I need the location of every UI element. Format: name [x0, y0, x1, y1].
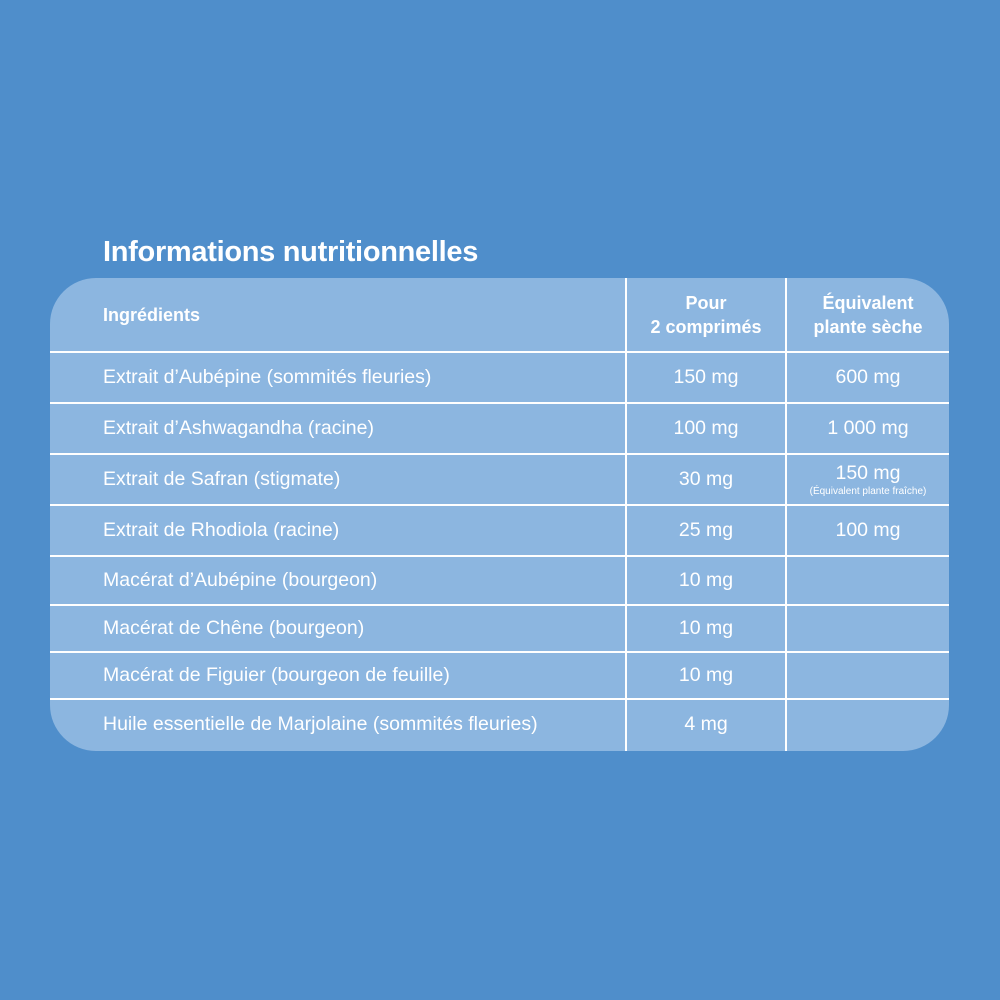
ingredient-name: Extrait de Safran (stigmate)	[103, 468, 341, 490]
per-dose-value: 100 mg	[673, 417, 739, 439]
table-row	[50, 653, 949, 698]
table-row	[50, 404, 949, 453]
equivalent-value	[787, 653, 949, 698]
ingredient-name: Macérat de Chêne (bourgeon)	[103, 617, 365, 639]
header-ingredients: Ingrédients	[103, 304, 201, 325]
table-row	[50, 557, 949, 604]
equivalent-amount: 1 000 mg	[827, 417, 909, 439]
ingredient-name: Macérat de Figuier (bourgeon de feuille)	[103, 664, 450, 686]
equivalent-amount: 600 mg	[835, 366, 901, 388]
header-equivalent-label: Équivalent plante sèche	[813, 292, 923, 337]
per-dose-value: 4 mg	[684, 712, 728, 735]
header-per-dose-label: Pour 2 comprimés	[650, 292, 762, 337]
equivalent-value	[787, 353, 949, 402]
nutrition-table	[50, 278, 949, 751]
ingredient-name: Extrait d’Aubépine (sommités fleuries)	[103, 366, 432, 388]
table-row	[50, 506, 949, 555]
per-dose-value: 25 mg	[678, 519, 734, 541]
ingredient-name: Extrait d’Ashwagandha (racine)	[103, 417, 374, 439]
table-row	[50, 700, 949, 748]
equivalent-note: (Équivalent plante fraîche)	[809, 485, 927, 497]
page-title: Informations nutritionnelles	[103, 236, 479, 268]
per-dose-value: 30 mg	[678, 468, 734, 490]
table-row	[50, 353, 949, 402]
header-equivalent	[787, 278, 949, 351]
equivalent-value	[787, 455, 949, 504]
equivalent-value	[787, 506, 949, 555]
table-row	[50, 455, 949, 504]
per-dose-value: 10 mg	[678, 569, 734, 591]
per-dose-value: 150 mg	[673, 366, 739, 388]
equivalent-amount: 150 mg	[835, 461, 901, 484]
equivalent-value	[787, 557, 949, 604]
ingredient-name: Huile essentielle de Marjolaine (sommités fleuries)	[103, 712, 538, 735]
per-dose-value: 10 mg	[678, 617, 734, 639]
equivalent-value	[787, 404, 949, 453]
ingredient-name: Extrait de Rhodiola (racine)	[103, 519, 340, 541]
header-per-dose	[627, 278, 785, 351]
equivalent-value	[787, 606, 949, 651]
ingredient-name: Macérat d’Aubépine (bourgeon)	[103, 569, 378, 591]
per-dose-value: 10 mg	[678, 664, 734, 686]
table-row	[50, 606, 949, 651]
equivalent-amount: 100 mg	[835, 519, 901, 541]
equivalent-value	[787, 700, 949, 748]
